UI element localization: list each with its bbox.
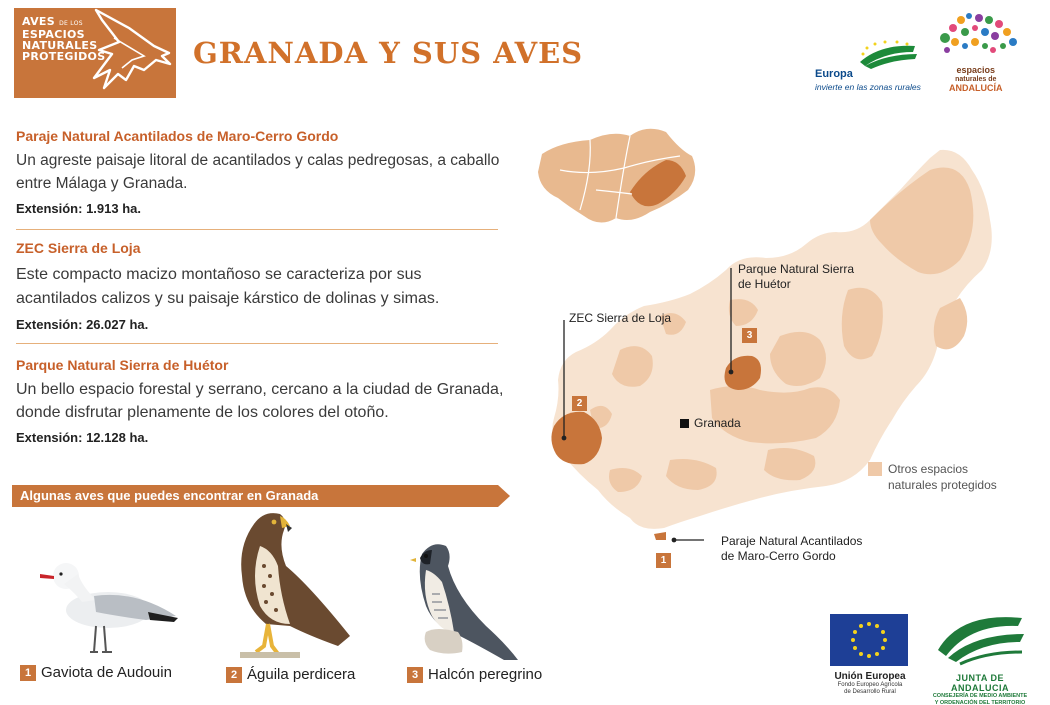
birds-banner bbox=[12, 485, 510, 507]
maro-label-line-2: de Maro-Cerro Gordo bbox=[721, 549, 836, 563]
eu-sub-2: de Desarrollo Rural bbox=[844, 689, 896, 695]
bird-number-badge: 2 bbox=[226, 667, 242, 683]
bird-silhouette-icon bbox=[74, 8, 176, 98]
loja-map-label bbox=[569, 311, 671, 326]
eu-title: Unión Europea bbox=[834, 671, 906, 682]
huetor-map-label bbox=[738, 262, 854, 292]
europa-rural-logo bbox=[815, 40, 925, 94]
legend-line-1: Otros espacios bbox=[888, 462, 969, 476]
map-number-1: 1 bbox=[656, 553, 671, 568]
section-extension: Extensión: 26.027 ha. bbox=[16, 317, 149, 332]
map-legend bbox=[868, 461, 997, 493]
junta-sub-2: Y ORDENACIÓN DEL TERRITORIO bbox=[934, 699, 1026, 705]
europa-tagline: invierte en las zonas rurales bbox=[815, 82, 921, 92]
section-description: Un agreste paisaje litoral de acantilados y calas pedregosas, a caballo entre Málaga y Granada. bbox=[16, 152, 500, 192]
section-heading: Paraje Natural Acantilados de Maro-Cerro Gordo bbox=[16, 128, 339, 144]
aves-espacios-logo bbox=[14, 8, 176, 98]
maro-label-line-1: Paraje Natural Acantilados bbox=[721, 534, 863, 548]
bird-caption-1 bbox=[20, 664, 172, 681]
espacios-naturales-logo bbox=[935, 10, 1025, 94]
espacios-line-1: espacios bbox=[956, 65, 996, 75]
espacios-mosaic-icon bbox=[935, 10, 1025, 66]
eagle-illustration bbox=[220, 506, 370, 662]
granada-city-marker bbox=[680, 416, 741, 430]
map-number-3: 3 bbox=[742, 328, 757, 343]
legend-swatch bbox=[868, 462, 882, 476]
section-huetor bbox=[16, 357, 506, 445]
legend-text bbox=[888, 461, 997, 493]
maro-area bbox=[654, 532, 666, 540]
section-loja bbox=[16, 240, 506, 332]
gull-illustration bbox=[36, 560, 186, 660]
junta-title: JUNTA DE ANDALUCIA bbox=[951, 673, 1009, 693]
union-europea-logo bbox=[830, 614, 910, 696]
logo-line-4: PROTEGIDOS bbox=[22, 50, 106, 63]
maro-map-label bbox=[721, 534, 862, 564]
city-label: Granada bbox=[694, 416, 741, 430]
espacios-line-2: naturales de bbox=[955, 76, 997, 83]
huetor-label-line-1: Parque Natural Sierra bbox=[738, 262, 855, 276]
junta-sub-1: CONSEJERÍA DE MEDIO AMBIENTE bbox=[932, 693, 1028, 699]
section-divider bbox=[16, 229, 498, 230]
europa-label: Europa bbox=[815, 68, 853, 80]
section-extension: Extensión: 1.913 ha. bbox=[16, 201, 141, 216]
eu-sub-1: Fondo Europeo Agrícola bbox=[837, 682, 903, 688]
granada-map bbox=[520, 120, 1030, 580]
section-heading: Parque Natural Sierra de Huétor bbox=[16, 357, 229, 373]
bird-number-badge: 1 bbox=[20, 665, 36, 681]
city-square-icon bbox=[680, 419, 689, 428]
logo-small: DE LOS bbox=[59, 20, 83, 27]
huetor-label-line-2: de Huétor bbox=[738, 277, 791, 291]
espacios-text bbox=[949, 66, 1003, 93]
logo-line-2: ESPACIOS bbox=[22, 28, 85, 41]
loja-label: ZEC Sierra de Loja bbox=[569, 311, 672, 325]
logo-line-3: NATURALES bbox=[22, 39, 98, 52]
legend-line-2: naturales protegidos bbox=[888, 478, 997, 492]
falcon-illustration bbox=[406, 536, 526, 664]
bird-name: Gaviota de Audouin bbox=[41, 664, 172, 681]
section-maro bbox=[16, 128, 506, 216]
junta-emblem-icon bbox=[930, 612, 1030, 666]
section-heading: ZEC Sierra de Loja bbox=[16, 240, 141, 256]
eu-flag-icon bbox=[830, 614, 908, 666]
bird-name: Águila perdicera bbox=[247, 666, 356, 683]
bird-caption-3 bbox=[407, 666, 542, 683]
section-description: Un bello espacio forestal y serrano, cercano a la ciudad de Granada, donde disfrutar plenamente de los colores del otoño. bbox=[16, 381, 504, 421]
bird-name: Halcón peregrino bbox=[428, 666, 543, 683]
page-title: GRANADA Y SUS AVES bbox=[193, 36, 584, 70]
bird-number-badge: 3 bbox=[407, 667, 423, 683]
map-number-2: 2 bbox=[572, 396, 587, 411]
andalucia-inset-map bbox=[538, 129, 695, 223]
andalucia-flag-icon bbox=[855, 40, 925, 70]
birds-banner-label: Algunas aves que puedes encontrar en Granada bbox=[20, 488, 319, 503]
espacios-line-3: ANDALUCÍA bbox=[949, 83, 1003, 93]
junta-andalucia-logo bbox=[930, 612, 1030, 705]
section-divider bbox=[16, 343, 498, 344]
bird-caption-2 bbox=[226, 666, 355, 683]
logo-line-1: AVES bbox=[22, 15, 55, 28]
section-description: Este compacto macizo montañoso se caracteriza por sus acantilados calizos y su paisaje kárstico de dolinas y simas. bbox=[16, 266, 440, 307]
section-extension: Extensión: 12.128 ha. bbox=[16, 430, 149, 445]
